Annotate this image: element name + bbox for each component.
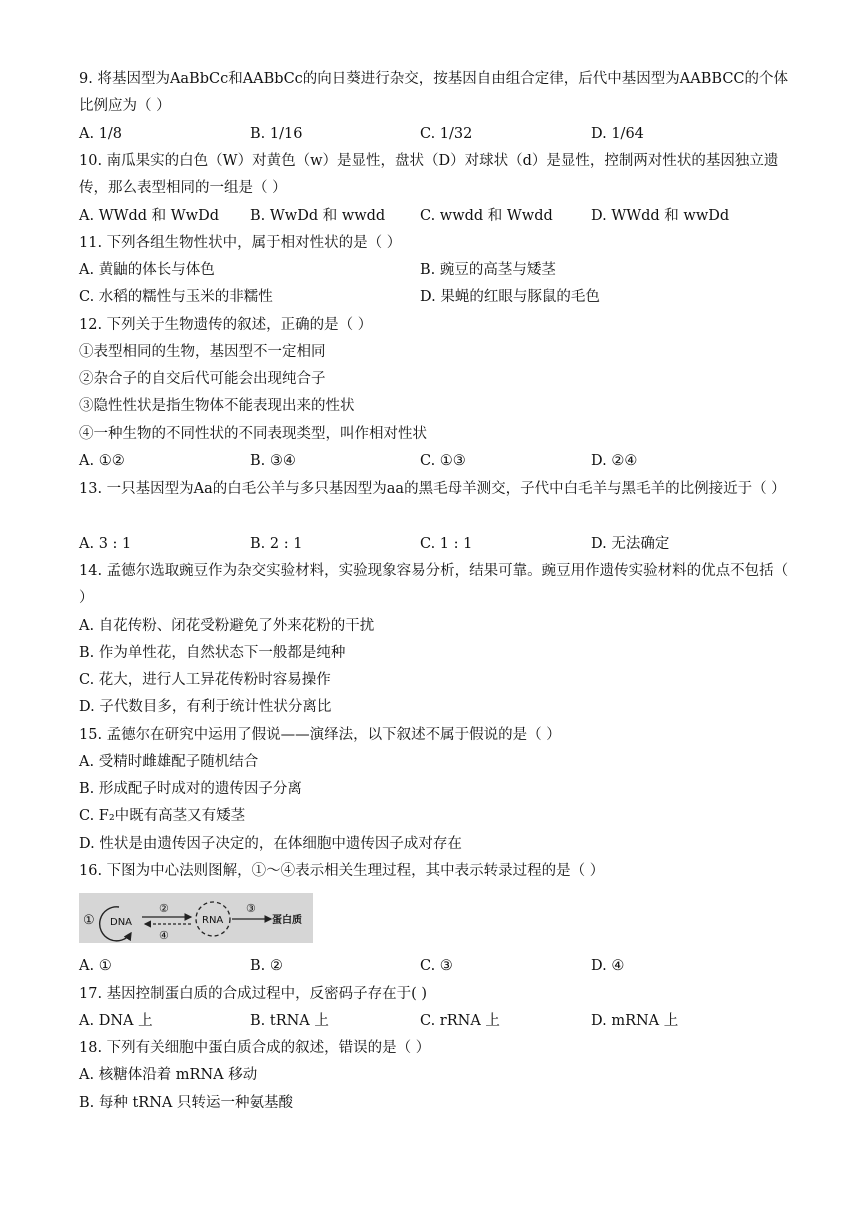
option-c: C. rRNA 上 — [420, 1013, 500, 1029]
option-d: D. WWdd 和 wwDd — [591, 208, 730, 224]
question-13-options — [79, 531, 799, 558]
option-c: C. 花大，进行人工异花传粉时容易操作 — [79, 672, 331, 688]
option-b: B. 1/16 — [250, 126, 303, 142]
option-d: D. ④ — [591, 958, 625, 974]
question-12-stem: 12. 下列关于生物遗传的叙述，正确的是（ ） — [79, 317, 373, 333]
option-d: D. 1/64 — [591, 126, 644, 142]
option-a: A. 自花传粉、闭花受粉避免了外来花粉的干扰 — [79, 618, 375, 634]
option-b: B. WwDd 和 wwdd — [250, 208, 386, 224]
option-b: B. tRNA 上 — [250, 1013, 329, 1029]
question-11-stem: 11. 下列各组生物性状中，属于相对性状的是（ ） — [79, 235, 402, 251]
option-a: A. 黄鼬的体长与体色 — [79, 262, 215, 278]
option-b: B. 作为单性花，自然状态下一般都是纯种 — [79, 645, 346, 661]
option-d: D. 无法确定 — [591, 536, 670, 552]
option-b: B. ③④ — [250, 453, 296, 469]
option-b: B. 形成配子时成对的遗传因子分离 — [79, 781, 302, 797]
central-dogma-figure — [79, 893, 313, 943]
question-10-stem: 10. 南瓜果实的白色（W）对黄色（w）是显性，盘状（D）对球状（d）是显性，控制两对性状的基因独立遗传，那么表型相同的一组是（ ） — [79, 153, 779, 196]
option-d: D. 性状是由遗传因子决定的，在体细胞中遗传因子成对存在 — [79, 836, 462, 852]
figure-label-4: ④ — [159, 929, 169, 942]
figure-label-2: ② — [159, 902, 169, 915]
figure-rna: RNA — [202, 915, 224, 926]
option-c: C. ①③ — [420, 453, 466, 469]
option-b: B. 2 : 1 — [250, 536, 303, 552]
question-17-stem: 17. 基因控制蛋白质的合成过程中，反密码子存在于( ) — [79, 986, 428, 1002]
option-c: C. 1 : 1 — [420, 536, 473, 552]
option-d: D. mRNA 上 — [591, 1013, 679, 1029]
question-14-stem: 14. 孟德尔选取豌豆作为杂交实验材料，实验现象容易分析，结果可靠。豌豆用作遗传实验材料的优点不包括（ ） — [79, 563, 789, 606]
statement-2: ②杂合子的自交后代可能会出现纯合子 — [79, 371, 326, 387]
question-13-stem: 13. 一只基因型为Aa的白毛公羊与多只基因型为aa的黑毛母羊测交，子代中白毛羊与黑毛羊的比例接近于（ ） — [79, 481, 786, 497]
option-d: D. 果蝇的红眼与豚鼠的毛色 — [420, 289, 600, 305]
figure-dna: DNA — [110, 917, 133, 928]
option-a: A. 1/8 — [79, 126, 123, 142]
question-9-stem: 9. 将基因型为AaBbCc和AABbCc的向日葵进行杂交，按基因自由组合定律，后代中基因型为AABBCC的个体比例应为（ ） — [79, 71, 789, 114]
option-a: A. ①② — [79, 453, 125, 469]
option-b: B. 每种 tRNA 只转运一种氨基酸 — [79, 1095, 293, 1111]
option-a: A. 核糖体沿着 mRNA 移动 — [79, 1067, 258, 1083]
question-16-stem: 16. 下图为中心法则图解，①～④表示相关生理过程，其中表示转录过程的是（ ） — [79, 863, 605, 879]
question-9-options — [79, 121, 799, 148]
option-b: B. 豌豆的高茎与矮茎 — [420, 262, 556, 278]
option-a: A. ① — [79, 958, 112, 974]
option-d: D. ②④ — [591, 453, 638, 469]
question-18-stem: 18. 下列有关细胞中蛋白质合成的叙述，错误的是（ ） — [79, 1040, 431, 1056]
question-12-options — [79, 448, 799, 475]
question-10-options — [79, 203, 799, 230]
question-15-stem: 15. 孟德尔在研究中运用了假说——演绎法，以下叙述不属于假说的是（ ） — [79, 727, 561, 743]
figure-label-3: ③ — [246, 902, 256, 915]
question-17-options — [79, 1008, 799, 1035]
option-c: C. ③ — [420, 958, 453, 974]
option-c: C. wwdd 和 Wwdd — [420, 208, 553, 224]
question-16-options — [79, 953, 799, 980]
option-a: A. 3 : 1 — [79, 536, 132, 552]
figure-label-1: ① — [83, 913, 95, 928]
statement-1: ①表型相同的生物，基因型不一定相同 — [79, 344, 326, 360]
option-c: C. 水稻的糯性与玉米的非糯性 — [79, 289, 273, 305]
option-d: D. 子代数目多，有利于统计性状分离比 — [79, 699, 332, 715]
question-11-options-row1 — [79, 257, 799, 284]
option-a: A. 受精时雌雄配子随机结合 — [79, 754, 259, 770]
statement-4: ④一种生物的不同性状的不同表现类型，叫作相对性状 — [79, 426, 427, 442]
statement-3: ③隐性性状是指生物体不能表现出来的性状 — [79, 398, 355, 414]
option-c: C. 1/32 — [420, 126, 473, 142]
option-b: B. ② — [250, 958, 283, 974]
option-a: A. DNA 上 — [79, 1013, 153, 1029]
figure-protein: 蛋白质 — [272, 915, 302, 926]
question-11-options-row2 — [79, 284, 799, 311]
option-a: A. WWdd 和 WwDd — [79, 208, 220, 224]
option-c: C. F₂中既有高茎又有矮茎 — [79, 808, 246, 824]
